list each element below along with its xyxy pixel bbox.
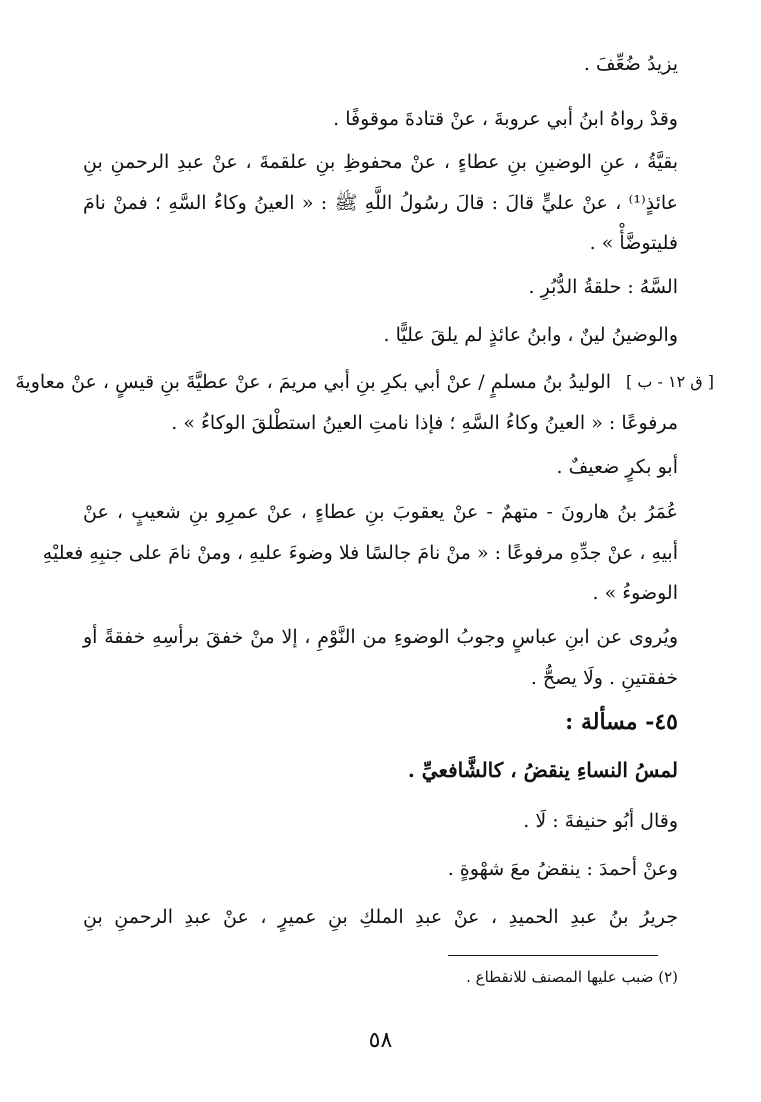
issue-statement: لمسُ النساءِ ينقضُ ، كالشَّافعيِّ . — [407, 758, 678, 782]
text-line: فليتوضَّأْ » . — [589, 232, 678, 254]
text-line: بقيَّةُ ، عنِ الوضينِ بنِ عطاءٍ ، عنْ محفوظِ بنِ علقمةَ ، عنْ عبدِ الرحمنِ بنِ — [83, 151, 678, 173]
text-line: وعنْ أحمدَ : ينقضُ معَ شهْوةٍ . — [447, 858, 678, 880]
text-line: عُمَرُ بنُ هارونَ - متهمٌ - عنْ يعقوبَ بنِ عطاءٍ ، عنْ عمرِو بنِ شعيبٍ ، عنْ — [83, 501, 678, 523]
section-heading: ٤٥- مسألة : — [565, 709, 678, 735]
manuscript-folio-note: [ ق ١٢ - ب ] — [626, 372, 714, 391]
text-line: ويُروى عن ابنِ عباسٍ وجوبُ الوضوءِ من النَّوْمِ ، إلا منْ خفقَ برأسِهِ خفقةً أو — [83, 626, 678, 648]
text-line: أبيهِ ، عنْ جدِّهِ مرفوعًا : « منْ نامَ جالسًا فلا وضوءَ عليهِ ، ومنْ نامَ على جنبِهِ فعليْهِ — [42, 542, 678, 564]
page-number: ٥٨ — [368, 1028, 393, 1053]
text-line: عائذٍ⁽¹⁾ ، عنْ عليٍّ قالَ : قالَ رسُولُ اللَّهِ ﷺ : « العينُ وكاءُ السَّهِ ؛ فمنْ نامَ — [83, 192, 678, 214]
text-line: أبو بكرٍ ضعيفٌ . — [556, 456, 678, 478]
text-line: وقدْ رواهُ ابنُ أبي عروبةَ ، عنْ قتادةَ موقوفًا . — [333, 108, 678, 130]
footnote-divider — [448, 955, 658, 956]
text-line: مرفوعًا : « العينُ وكاءُ السَّهِ ؛ فإذا نامتِ العينُ استطْلقَ الوكاءُ » . — [171, 412, 678, 434]
text-line: جريرُ بنُ عبدِ الحميدِ ، عنْ عبدِ الملكِ بنِ عميرٍ ، عنْ عبدِ الرحمنِ بنِ — [83, 906, 678, 928]
footnote: (٢) ضبب عليها المصنف للانقطاع . — [466, 968, 678, 986]
text-line: يزيدُ ضُعِّفَ . — [583, 53, 678, 75]
text-line: وقال أبُو حنيفةَ : لَا . — [523, 810, 678, 832]
text-line: خفقتينِ . ولَا يصحُّ . — [530, 667, 678, 689]
text-line: السَّهُ : حلقةُ الدُّبُرِ . — [528, 276, 678, 298]
text-line: والوضينُ لينٌ ، وابنُ عائذٍ لم يلقَ عليًّا . — [383, 324, 678, 346]
text-line: الوليدُ بنُ مسلمٍ / عنْ أبي بكرِ بنِ أبي مريمَ ، عنْ عطيَّةَ بنِ قيسٍ ، عنْ معاويةَ — [15, 371, 611, 393]
text-line: الوضوءُ » . — [592, 582, 678, 604]
